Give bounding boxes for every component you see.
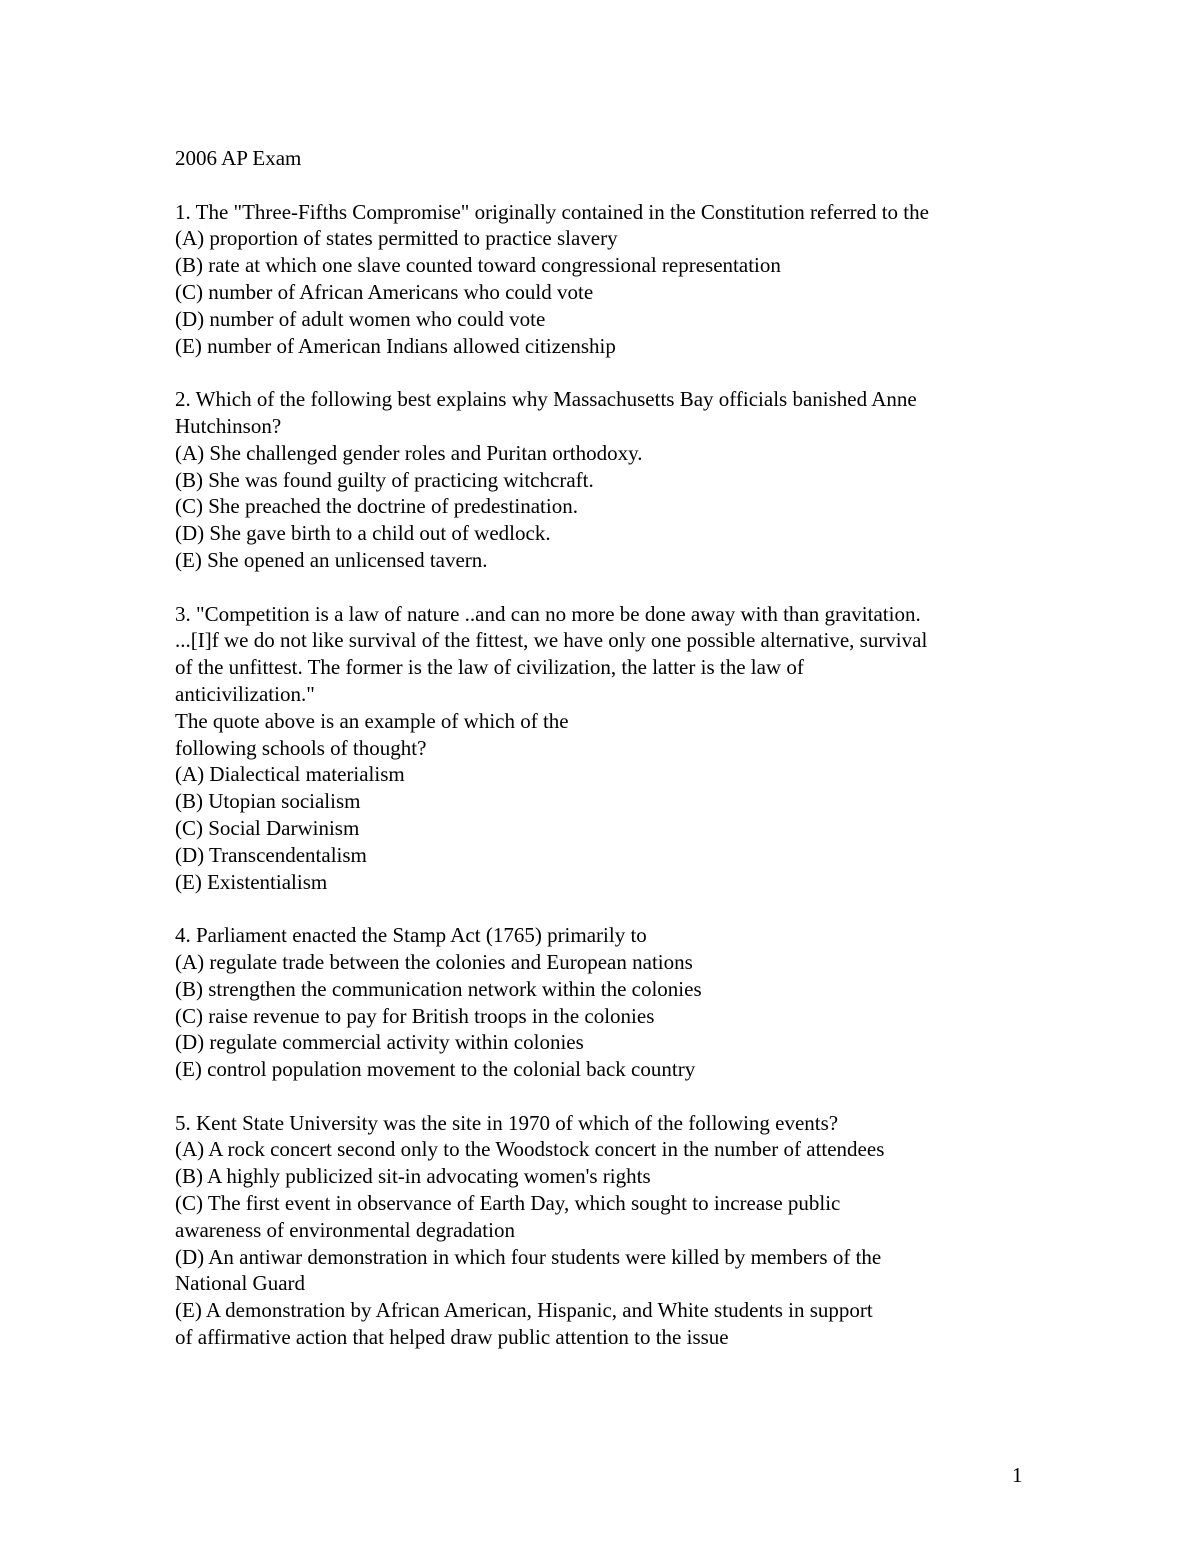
question-stem: 2. Which of the following best explains why Massachusetts Bay officials banished Anne — [175, 387, 917, 412]
question-stem: 4. Parliament enacted the Stamp Act (1765) primarily to — [175, 923, 647, 948]
question-stem: following schools of thought? — [175, 735, 427, 760]
spacer — [175, 574, 1055, 601]
page-number: 1 — [1012, 1463, 1023, 1487]
answer-option-b: (B) A highly publicized sit-in advocating women's rights — [175, 1164, 651, 1189]
answer-option-c: (C) She preached the doctrine of predestination. — [175, 494, 578, 519]
question-4 — [175, 922, 1055, 1083]
answer-option-d-continued: National Guard — [175, 1271, 306, 1296]
answer-option-c: (C) Social Darwinism — [175, 815, 360, 840]
answer-option-c-continued: awareness of environmental degradation — [175, 1217, 515, 1242]
question-2 — [175, 386, 1055, 574]
question-stem: 5. Kent State University was the site in 1970 of which of the following events? — [175, 1110, 839, 1135]
question-quote: anticivilization." — [175, 681, 315, 706]
answer-option-e-continued: of affirmative action that helped draw public attention to the issue — [175, 1325, 729, 1350]
answer-option-e: (E) number of American Indians allowed citizenship — [175, 333, 616, 358]
question-stem: 1. The "Three-Fifths Compromise" originally contained in the Constitution referred to the — [175, 199, 929, 224]
page-title: 2006 AP Exam — [175, 146, 302, 170]
answer-option-a: (A) proportion of states permitted to practice slavery — [175, 226, 618, 251]
answer-option-a: (A) regulate trade between the colonies and European nations — [175, 949, 693, 974]
answer-option-d: (D) Transcendentalism — [175, 842, 367, 867]
document-body — [175, 145, 1055, 1351]
answer-option-b: (B) Utopian socialism — [175, 789, 361, 814]
question-3 — [175, 601, 1055, 896]
question-quote: of the unfittest. The former is the law of civilization, the latter is the law of — [175, 655, 804, 680]
answer-option-d: (D) number of adult women who could vote — [175, 306, 546, 331]
question-stem: Hutchinson? — [175, 413, 282, 438]
answer-option-c: (C) raise revenue to pay for British troops in the colonies — [175, 1003, 655, 1028]
answer-option-b: (B) She was found guilty of practicing witchcraft. — [175, 467, 594, 492]
question-5 — [175, 1110, 1055, 1351]
answer-option-c: (C) The first event in observance of Earth Day, which sought to increase public — [175, 1191, 841, 1216]
question-quote: 3. "Competition is a law of nature ..and can no more be done away with than gravitation. — [175, 601, 921, 626]
answer-option-c: (C) number of African Americans who could vote — [175, 279, 594, 304]
answer-option-e: (E) She opened an unlicensed tavern. — [175, 547, 488, 572]
answer-option-a: (A) A rock concert second only to the Woodstock concert in the number of attendees — [175, 1137, 885, 1162]
question-1 — [175, 199, 1055, 360]
spacer — [175, 895, 1055, 922]
spacer — [175, 359, 1055, 386]
answer-option-e: (E) Existentialism — [175, 869, 328, 894]
answer-option-a: (A) Dialectical materialism — [175, 762, 405, 787]
answer-option-a: (A) She challenged gender roles and Puritan orthodoxy. — [175, 440, 643, 465]
answer-option-b: (B) rate at which one slave counted toward congressional representation — [175, 253, 781, 278]
answer-option-e: (E) A demonstration by African American, Hispanic, and White students in support — [175, 1298, 873, 1323]
spacer — [175, 172, 1055, 199]
question-stem: The quote above is an example of which of the — [175, 708, 569, 733]
answer-option-d: (D) An antiwar demonstration in which four students were killed by members of the — [175, 1244, 882, 1269]
answer-option-d: (D) regulate commercial activity within colonies — [175, 1030, 584, 1055]
answer-option-b: (B) strengthen the communication network within the colonies — [175, 976, 702, 1001]
answer-option-e: (E) control population movement to the colonial back country — [175, 1057, 696, 1082]
answer-option-d: (D) She gave birth to a child out of wedlock. — [175, 521, 551, 546]
question-quote: ...[I]f we do not like survival of the fittest, we have only one possible alternative, survival — [175, 628, 928, 653]
spacer — [175, 1083, 1055, 1110]
